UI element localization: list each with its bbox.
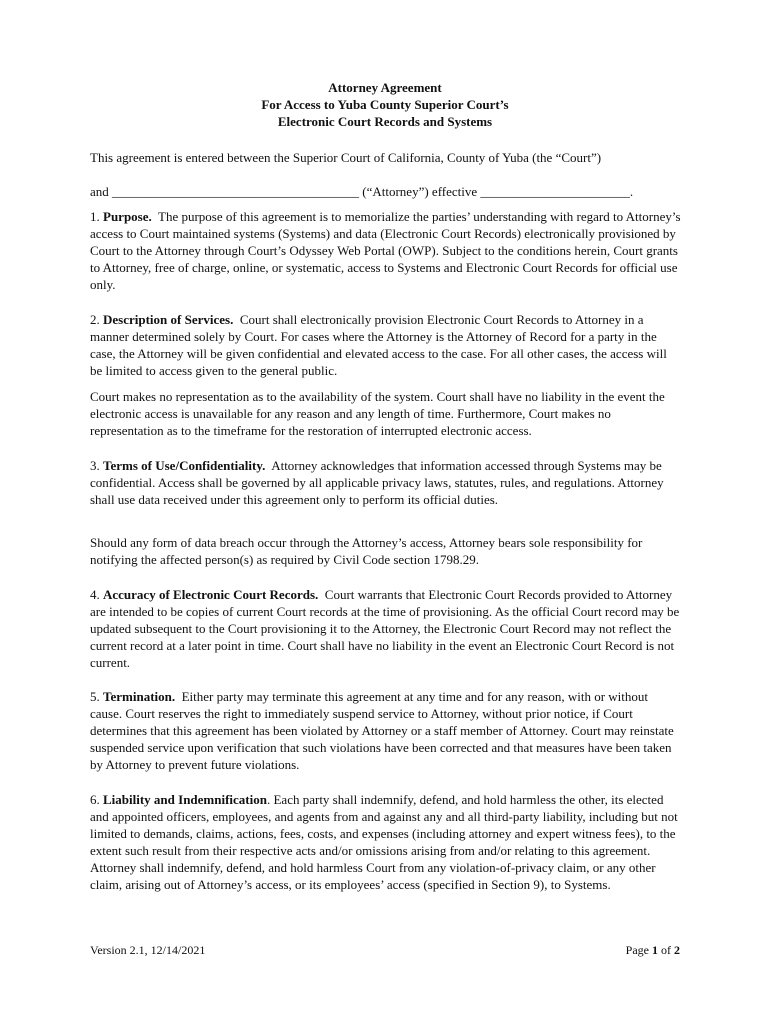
section-number: 5. [90,689,100,704]
page-total: 2 [674,943,680,957]
section-text: Either party may terminate this agreement at any time and for any reason, with or without cause. Court reserves the right to immediately suspend service to Attorney, without prior notice, if Court determines that this agreement has been violated by Attorney or a staff member of Attorney. Court may reinstate suspended service upon verification that such violations have been corrected and that measures have been taken by Attorney to prevent future violations. [90,689,674,772]
section-liability [90,791,682,893]
page-prefix: Page [625,943,652,957]
section-accuracy [90,586,682,671]
section-number: 4. [90,587,100,602]
section-text: Court warrants that Electronic Court Records provided to Attorney are intended to be copies of current Court records at the time of provisioning. As the official Court record may be updated subsequent to the Court provisioning it to the Attorney, the Electronic Court Record may not reflect the current record at a later point in time. Court shall have no liability in the event an Electronic Court Record is not current. [90,587,680,670]
intro-line-2: and ______________________________________ (“Attorney”) effective _______________________. [90,184,634,199]
section-text: The purpose of this agreement is to memorialize the parties’ understanding with regard to Attorney’s access to Court maintained systems (Systems) and data (Electronic Court Records) electronically provisioned by Court to the Attorney through Court’s Odyssey Web Portal (OWP). Subject to the conditions herein, Court grants to Attorney, free of charge, online, or systematic, access to Systems and Electronic Court Records for official use only. [90,209,681,292]
section-terms-paragraph-2: Should any form of data breach occur through the Attorney’s access, Attorney bears sole responsibility for notifying the affected person(s) as required by Civil Code section 1798.29. [90,535,643,567]
section-heading: Description of Services. [103,312,234,327]
section-number: 6. [90,792,100,807]
section-heading: Purpose. [103,209,152,224]
section-text: Attorney acknowledges that information accessed through Systems may be confidential. Access shall be governed by all applicable privacy laws, statutes, rules, and regulations. Attorney shall use data received under this agreement only to perform its official duties. [90,458,664,507]
section-heading: Liability and Indemnification [103,792,267,807]
section-text: . Each party shall indemnify, defend, and hold harmless the other, its elected and appointed officers, employees, and agents from and against any and all third-party liability, including but not limited to demands, claims, actions, fees, costs, and expenses (including attorney and expert witness fees), to the extent such result from their respective acts and/or omissions arising from and/or relating to this agreement. Attorney shall indemnify, defend, and hold harmless Court from any violation-of-privacy claim, or any other claim, arising out of Attorney’s access, or its employees’ access (specified in Section 9), to Systems. [90,792,678,892]
section-description-paragraph-2: Court makes no representation as to the availability of the system. Court shall have no liability in the event the electronic access is unavailable for any reason and any length of time. Furthermore, Court makes no representation as to the timeframe for the restoration of interrupted electronic access. [90,389,665,438]
section-number: 3. [90,458,100,473]
section-terms-of-use [90,457,682,508]
section-heading: Terms of Use/Confidentiality. [103,458,266,473]
intro-line-1: This agreement is entered between the Superior Court of California, County of Yuba (the “Court”) [90,150,602,165]
page-number-footer [626,943,680,958]
section-number: 2. [90,312,100,327]
section-text: Court shall electronically provision Electronic Court Records to Attorney in a manner determined solely by Court. For cases where the Attorney is the Attorney of Record for a party in the case, the Attorney will be given confidential and elevated access to the case. For all other cases, the access will be limited to access given to the general public. [90,312,667,378]
page-current: 1 [652,943,658,957]
version-footer: Version 2.1, 12/14/2021 [90,943,206,957]
section-heading: Accuracy of Electronic Court Records. [103,587,319,602]
title-line-1: Attorney Agreement [328,80,442,95]
title-line-3: Electronic Court Records and Systems [277,114,493,129]
page-of: of [658,943,674,957]
section-heading: Termination. [103,689,176,704]
section-description-of-services [90,311,682,379]
title-line-2: For Access to Yuba County Superior Court’s [261,97,509,112]
section-termination [90,688,682,773]
section-purpose [90,208,682,293]
section-number: 1. [90,209,100,224]
